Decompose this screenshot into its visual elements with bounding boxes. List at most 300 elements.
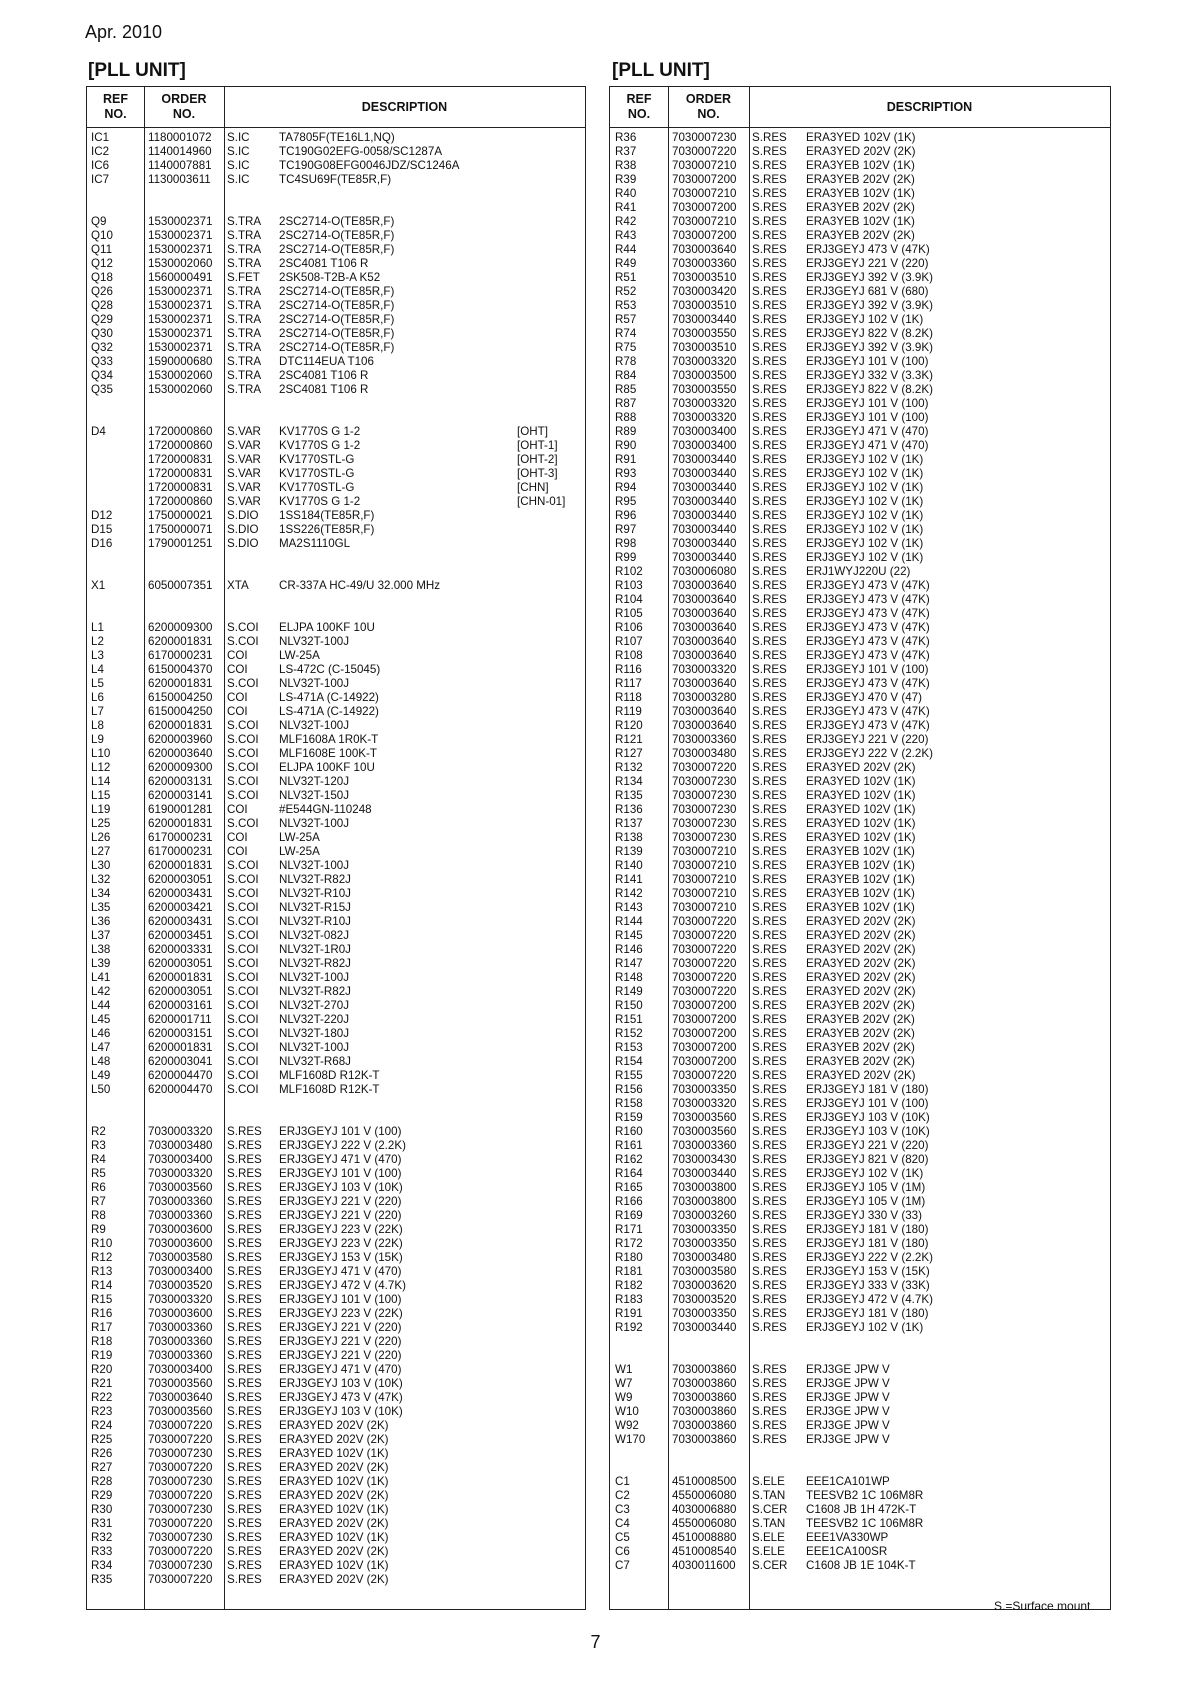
order-no-cell: 1180001072: [148, 131, 212, 144]
ref-no-cell: R139: [615, 845, 643, 858]
part-description-cell: ERA3YED 202V (2K): [806, 985, 916, 998]
table-row: [610, 873, 1110, 887]
order-no-cell: 7030007230: [148, 1503, 213, 1516]
type-cell: S.RES: [227, 1251, 262, 1264]
order-no-cell: 7030003320: [672, 355, 737, 368]
ref-no-cell: R99: [615, 551, 637, 564]
order-no-cell: 7030003320: [148, 1293, 213, 1306]
order-no-cell: 7030003640: [672, 677, 737, 690]
table-row: [610, 747, 1110, 761]
type-cell: S.IC: [227, 173, 250, 186]
part-description-cell: ERJ3GEYJ 392 V (3.9K): [806, 341, 933, 354]
type-cell: S.RES: [227, 1517, 262, 1530]
ref-no-cell: R10: [91, 1237, 113, 1250]
ref-no-cell: R182: [615, 1279, 643, 1292]
part-description-cell: KV1770S G 1-2: [279, 439, 361, 452]
table-row: [87, 803, 585, 817]
table-row: [87, 453, 585, 467]
type-cell: S.RES: [752, 579, 787, 592]
ref-no-cell: R90: [615, 439, 637, 452]
part-description-cell: ERJ3GEYJ 101 V (100): [806, 663, 929, 676]
order-no-cell: 7030007220: [672, 929, 737, 942]
type-cell: S.RES: [752, 775, 787, 788]
table-row: [610, 159, 1110, 173]
table-row: [87, 299, 585, 313]
table-row: [87, 369, 585, 383]
order-no-cell: 6200003051: [148, 873, 213, 886]
part-description-cell: ERJ3GEYJ 473 V (47K): [806, 243, 930, 256]
ref-no-cell: R20: [91, 1363, 113, 1376]
part-description-cell: ERA3YED 202V (2K): [806, 943, 916, 956]
table-row: [610, 1195, 1110, 1209]
order-no-cell: 7030007230: [672, 789, 737, 802]
ref-no-cell: R7: [91, 1195, 106, 1208]
part-description-cell: ERA3YED 202V (2K): [806, 929, 916, 942]
order-no-cell: 7030003260: [672, 1209, 737, 1222]
ref-no-cell: R43: [615, 229, 637, 242]
part-description-cell: ERJ3GEYJ 102 V (1K): [806, 509, 924, 522]
table-row: [610, 901, 1110, 915]
order-no-cell: 7030003420: [672, 285, 737, 298]
order-no-cell: 7030003500: [672, 369, 737, 382]
table-row: [87, 579, 585, 593]
ref-no-cell: Q33: [91, 355, 113, 368]
ref-no-cell: R49: [615, 257, 637, 270]
part-description-cell: ERA3YED 202V (2K): [806, 957, 916, 970]
order-no-cell: 6200003421: [148, 901, 213, 914]
type-cell: S.VAR: [227, 467, 261, 480]
ref-no-cell: R3: [91, 1139, 106, 1152]
type-cell: S.RES: [752, 789, 787, 802]
table-row: [87, 145, 585, 159]
order-no-cell: 7030003510: [672, 341, 737, 354]
table-row: [610, 1055, 1110, 1069]
type-cell: S.RES: [227, 1419, 262, 1432]
ref-no-cell: R164: [615, 1167, 643, 1180]
ref-no-cell: L42: [91, 985, 111, 998]
ref-no-cell: L30: [91, 859, 111, 872]
type-cell: S.RES: [752, 341, 787, 354]
table-row: [87, 481, 585, 495]
type-cell: S.RES: [752, 943, 787, 956]
table-row: [87, 1349, 585, 1363]
type-cell: S.VAR: [227, 425, 261, 438]
type-cell: S.RES: [752, 229, 787, 242]
table-row: [87, 187, 585, 201]
table-row: [610, 1237, 1110, 1251]
part-description-cell: ERJ3GEYJ 102 V (1K): [806, 523, 924, 536]
table-row: [610, 1531, 1110, 1545]
ref-no-cell: R52: [615, 285, 637, 298]
ref-no-cell: R102: [615, 565, 643, 578]
table-row: [87, 1489, 585, 1503]
type-cell: S.RES: [752, 1363, 787, 1376]
ref-no-cell: R191: [615, 1307, 643, 1320]
order-no-cell: 6150004250: [148, 705, 213, 718]
table-row: [610, 775, 1110, 789]
ref-no-cell: R156: [615, 1083, 643, 1096]
version-note-cell: [OHT-2]: [517, 453, 558, 466]
table-row: [610, 243, 1110, 257]
type-cell: S.CER: [752, 1559, 788, 1572]
ref-no-cell: R16: [91, 1307, 113, 1320]
type-cell: S.RES: [752, 537, 787, 550]
ref-no-cell: R162: [615, 1153, 643, 1166]
type-cell: S.COI: [227, 859, 259, 872]
ref-no-cell: L3: [91, 649, 104, 662]
type-cell: S.ELE: [752, 1475, 785, 1488]
type-cell: S.RES: [752, 1139, 787, 1152]
type-cell: S.COI: [227, 747, 259, 760]
part-description-cell: NLV32T-100J: [279, 677, 350, 690]
table-row: [87, 887, 585, 901]
ref-no-cell: R29: [91, 1489, 113, 1502]
part-description-cell: ERJ3GEYJ 473 V (47K): [279, 1391, 403, 1404]
order-no-cell: 7030003560: [672, 1125, 737, 1138]
order-no-cell: 7030003440: [672, 523, 737, 536]
table-row: [610, 635, 1110, 649]
type-cell: S.TRA: [227, 285, 262, 298]
table-row: [87, 201, 585, 215]
table-row: [87, 495, 585, 509]
type-cell: S.RES: [227, 1167, 262, 1180]
table-row: [610, 677, 1110, 691]
part-description-cell: ERJ3GEYJ 222 V (2.2K): [279, 1139, 406, 1152]
order-no-cell: 7030003640: [672, 635, 737, 648]
ref-no-cell: R132: [615, 761, 643, 774]
type-cell: S.RES: [752, 439, 787, 452]
order-no-cell: 7030003440: [672, 1167, 737, 1180]
ref-no-cell: IC6: [91, 159, 110, 172]
table-row: [610, 495, 1110, 509]
table-row: [87, 775, 585, 789]
table-row: [610, 929, 1110, 943]
type-cell: S.ELE: [752, 1531, 785, 1544]
part-description-cell: ERA3YED 102V (1K): [279, 1531, 389, 1544]
part-description-cell: TC190G02EFG-0058/SC1287A: [279, 145, 443, 158]
type-cell: S.IC: [227, 159, 250, 172]
order-no-cell: 4550006080: [672, 1517, 737, 1530]
ref-no-cell: R145: [615, 929, 643, 942]
part-description-cell: ERJ3GEYJ 101 V (100): [806, 397, 929, 410]
part-description-cell: ERA3YED 202V (2K): [806, 761, 916, 774]
ref-no-cell: L39: [91, 957, 111, 970]
order-no-cell: 7030007210: [672, 859, 737, 872]
ref-no-cell: R37: [615, 145, 637, 158]
table-row: [87, 551, 585, 565]
type-cell: S.RES: [227, 1139, 262, 1152]
type-cell: S.RES: [752, 705, 787, 718]
order-no-cell: 7030003360: [148, 1195, 213, 1208]
part-description-cell: ERJ3GEYJ 473 V (47K): [806, 579, 930, 592]
type-cell: S.RES: [227, 1461, 262, 1474]
order-no-cell: 7030007230: [672, 131, 737, 144]
order-no-cell: 6200003161: [148, 999, 213, 1012]
ref-no-cell: Q9: [91, 215, 107, 228]
part-description-cell: 2SC2714-O(TE85R,F): [279, 327, 395, 340]
page-number: 7: [590, 1632, 601, 1652]
type-cell: S.RES: [752, 495, 787, 508]
order-no-cell: 7030003440: [672, 509, 737, 522]
table-row: [87, 1503, 585, 1517]
part-description-cell: #E544GN-110248: [279, 803, 372, 816]
version-note-cell: [CHN]: [517, 481, 549, 494]
order-no-cell: 6200009300: [148, 761, 213, 774]
ref-no-cell: R14: [91, 1279, 113, 1292]
type-cell: S.VAR: [227, 453, 261, 466]
order-no-cell: 7030003400: [148, 1265, 213, 1278]
table-row: [610, 943, 1110, 957]
part-description-cell: DTC114EUA T106: [279, 355, 374, 368]
order-no-cell: 7030003640: [672, 719, 737, 732]
part-description-cell: ERA3YED 102V (1K): [279, 1559, 389, 1572]
table-row: [87, 1559, 585, 1573]
type-cell: S.RES: [227, 1307, 262, 1320]
ref-no-cell: R4: [91, 1153, 106, 1166]
part-description-cell: ERA3YED 102V (1K): [806, 131, 916, 144]
type-cell: S.IC: [227, 145, 250, 158]
order-no-cell: 1530002060: [148, 369, 213, 382]
part-description-cell: ERJ3GEYJ 392 V (3.9K): [806, 299, 933, 312]
ref-no-cell: R172: [615, 1237, 643, 1250]
ref-no-cell: L4: [91, 663, 104, 676]
ref-no-cell: R91: [615, 453, 637, 466]
type-cell: S.VAR: [227, 439, 261, 452]
ref-no-cell: R75: [615, 341, 637, 354]
type-cell: S.RES: [752, 1223, 787, 1236]
type-cell: S.RES: [227, 1363, 262, 1376]
part-description-cell: ERJ3GEYJ 153 V (15K): [806, 1265, 930, 1278]
type-cell: S.RES: [752, 1293, 787, 1306]
order-no-cell: 7030007200: [672, 1055, 737, 1068]
order-no-cell: 7030003440: [672, 453, 737, 466]
type-cell: S.RES: [752, 355, 787, 368]
table-row: [610, 859, 1110, 873]
table-row: [610, 1349, 1110, 1363]
table-row: [87, 859, 585, 873]
ref-no-cell: R33: [91, 1545, 113, 1558]
table-row: [87, 1083, 585, 1097]
table-row: [610, 1503, 1110, 1517]
table-body: [87, 131, 585, 1587]
part-description-cell: 2SC2714-O(TE85R,F): [279, 313, 395, 326]
part-description-cell: 2SC2714-O(TE85R,F): [279, 243, 395, 256]
part-description-cell: ERJ3GEYJ 223 V (22K): [279, 1237, 403, 1250]
order-no-cell: 7030003510: [672, 271, 737, 284]
ref-no-cell: R96: [615, 509, 637, 522]
ref-no-cell: L10: [91, 747, 111, 760]
table-row: [610, 425, 1110, 439]
table-row: [610, 537, 1110, 551]
table-row: [610, 663, 1110, 677]
ref-no-cell: W170: [615, 1433, 646, 1446]
ref-no-cell: R36: [615, 131, 637, 144]
part-description-cell: ERJ3GEYJ 101 V (100): [279, 1293, 402, 1306]
ref-no-cell: L9: [91, 733, 104, 746]
type-cell: S.RES: [752, 285, 787, 298]
ref-no-cell: W10: [615, 1405, 639, 1418]
ref-no-cell: D15: [91, 523, 113, 536]
type-cell: S.RES: [752, 1111, 787, 1124]
part-description-cell: NLV32T-220J: [279, 1013, 350, 1026]
type-cell: S.TRA: [227, 369, 262, 382]
order-no-cell: 6190001281: [148, 803, 213, 816]
part-description-cell: ERA3YED 202V (2K): [279, 1489, 389, 1502]
table-row: [610, 509, 1110, 523]
ref-no-cell: R107: [615, 635, 643, 648]
order-no-cell: 1530002371: [148, 341, 213, 354]
order-no-cell: 6170000231: [148, 649, 213, 662]
ref-no-cell: R15: [91, 1293, 113, 1306]
table-row: [610, 1027, 1110, 1041]
table-row: [610, 1489, 1110, 1503]
part-description-cell: ERA3YEB 202V (2K): [806, 201, 915, 214]
part-description-cell: ERA3YED 102V (1K): [806, 803, 916, 816]
ref-no-cell: D4: [91, 425, 106, 438]
part-description-cell: ERJ3GEYJ 101 V (100): [279, 1125, 402, 1138]
ref-no-cell: R19: [91, 1349, 113, 1362]
type-cell: S.RES: [752, 747, 787, 760]
table-row: [610, 971, 1110, 985]
part-description-cell: NLV32T-100J: [279, 635, 350, 648]
order-no-cell: 7030003560: [148, 1181, 213, 1194]
table-row: [87, 467, 585, 481]
table-row: [610, 761, 1110, 775]
order-no-cell: 7030003520: [148, 1279, 213, 1292]
part-description-cell: LW-25A: [279, 649, 320, 662]
part-description-cell: NLV32T-150J: [279, 789, 350, 802]
part-description-cell: MLF1608E 100K-T: [279, 747, 377, 760]
order-no-cell: 7030003600: [148, 1223, 213, 1236]
table-row: [87, 985, 585, 999]
table-row: [87, 257, 585, 271]
type-cell: S.IC: [227, 131, 250, 144]
order-no-cell: 7030003580: [148, 1251, 213, 1264]
type-cell: S.RES: [227, 1545, 262, 1558]
ref-no-cell: W7: [615, 1377, 633, 1390]
part-description-cell: NLV32T-R10J: [279, 887, 351, 900]
order-no-cell: 7030003520: [672, 1293, 737, 1306]
ref-no-cell: R148: [615, 971, 643, 984]
order-no-cell: 7030007230: [672, 803, 737, 816]
part-description-cell: 2SK508-T2B-A K52: [279, 271, 381, 284]
table-row: [610, 1293, 1110, 1307]
order-no-cell: 7030003400: [148, 1363, 213, 1376]
order-no-cell: 7030003400: [148, 1153, 213, 1166]
table-row: [87, 719, 585, 733]
order-no-cell: 4510008540: [672, 1545, 737, 1558]
order-no-cell: 7030003640: [672, 579, 737, 592]
table-row: [610, 397, 1110, 411]
type-cell: S.RES: [752, 691, 787, 704]
ref-no-cell: L44: [91, 999, 111, 1012]
order-no-cell: 7030003320: [148, 1167, 213, 1180]
order-no-header: ORDER NO.: [161, 92, 207, 121]
table-row: [87, 621, 585, 635]
table-row: [610, 579, 1110, 593]
ref-no-cell: R152: [615, 1027, 643, 1040]
type-cell: S.RES: [752, 271, 787, 284]
type-cell: S.TRA: [227, 341, 262, 354]
table-row: [610, 1041, 1110, 1055]
table-row: [610, 1433, 1110, 1447]
table-row: [610, 1335, 1110, 1349]
part-description-cell: C1608 JB 1E 104K-T: [806, 1559, 916, 1572]
part-description-cell: ERJ3GEYJ 103 V (10K): [279, 1181, 403, 1194]
table-row: [87, 1209, 585, 1223]
table-row: [87, 1027, 585, 1041]
order-no-cell: 7030003320: [672, 411, 737, 424]
part-description-cell: NLV32T-100J: [279, 971, 350, 984]
table-row: [610, 999, 1110, 1013]
order-no-cell: 1560000491: [148, 271, 213, 284]
type-cell: S.RES: [752, 677, 787, 690]
order-no-cell: 1590000680: [148, 355, 213, 368]
ref-no-cell: R9: [91, 1223, 106, 1236]
order-no-cell: 6200001831: [148, 859, 213, 872]
type-cell: S.RES: [752, 243, 787, 256]
part-description-cell: ERJ3GEYJ 471 V (470): [279, 1153, 402, 1166]
order-no-cell: 1720000860: [148, 439, 213, 452]
type-cell: S.RES: [752, 215, 787, 228]
order-no-cell: 7030003550: [672, 383, 737, 396]
type-cell: S.RES: [752, 1125, 787, 1138]
table-row: [610, 621, 1110, 635]
part-description-cell: ERJ3GEYJ 103 V (10K): [279, 1405, 403, 1418]
table-row: [87, 1405, 585, 1419]
order-no-cell: 7030003360: [672, 1139, 737, 1152]
part-description-cell: ERJ3GEYJ 105 V (1M): [806, 1195, 926, 1208]
ref-no-cell: R171: [615, 1223, 643, 1236]
ref-no-cell: R137: [615, 817, 643, 830]
type-cell: S.RES: [752, 1055, 787, 1068]
table-row: [610, 369, 1110, 383]
order-no-cell: 6200003131: [148, 775, 213, 788]
type-cell: S.COI: [227, 971, 259, 984]
ref-no-cell: R138: [615, 831, 643, 844]
part-description-cell: ERA3YED 202V (2K): [806, 915, 916, 928]
table-row: [87, 1125, 585, 1139]
ref-no-cell: R25: [91, 1433, 113, 1446]
table-row: [610, 383, 1110, 397]
table-row: [610, 1111, 1110, 1125]
table-row: [610, 327, 1110, 341]
ref-no-cell: L5: [91, 677, 104, 690]
type-cell: S.COI: [227, 761, 259, 774]
part-description-cell: 2SC2714-O(TE85R,F): [279, 285, 395, 298]
order-no-cell: 6200003640: [148, 747, 213, 760]
type-cell: S.RES: [227, 1573, 262, 1586]
ref-no-cell: Q26: [91, 285, 113, 298]
left-section-title: [PLL UNIT]: [88, 60, 186, 81]
ref-no-header: REF NO.: [103, 92, 128, 121]
order-no-cell: 6200004470: [148, 1069, 213, 1082]
table-row: [87, 1321, 585, 1335]
part-description-cell: ERJ3GEYJ 222 V (2.2K): [806, 1251, 933, 1264]
part-description-cell: ERA3YED 102V (1K): [279, 1447, 389, 1460]
ref-no-cell: R87: [615, 397, 637, 410]
ref-no-cell: R38: [615, 159, 637, 172]
table-row: [87, 271, 585, 285]
order-no-cell: 1720000831: [148, 467, 213, 480]
type-cell: S.COI: [227, 1027, 259, 1040]
ref-no-cell: R161: [615, 1139, 643, 1152]
type-cell: S.COI: [227, 1083, 259, 1096]
part-description-cell: ERJ3GEYJ 471 V (470): [279, 1265, 402, 1278]
part-description-cell: MLF1608D R12K-T: [279, 1069, 380, 1082]
ref-no-cell: Q29: [91, 313, 113, 326]
order-no-cell: 7030003600: [148, 1237, 213, 1250]
